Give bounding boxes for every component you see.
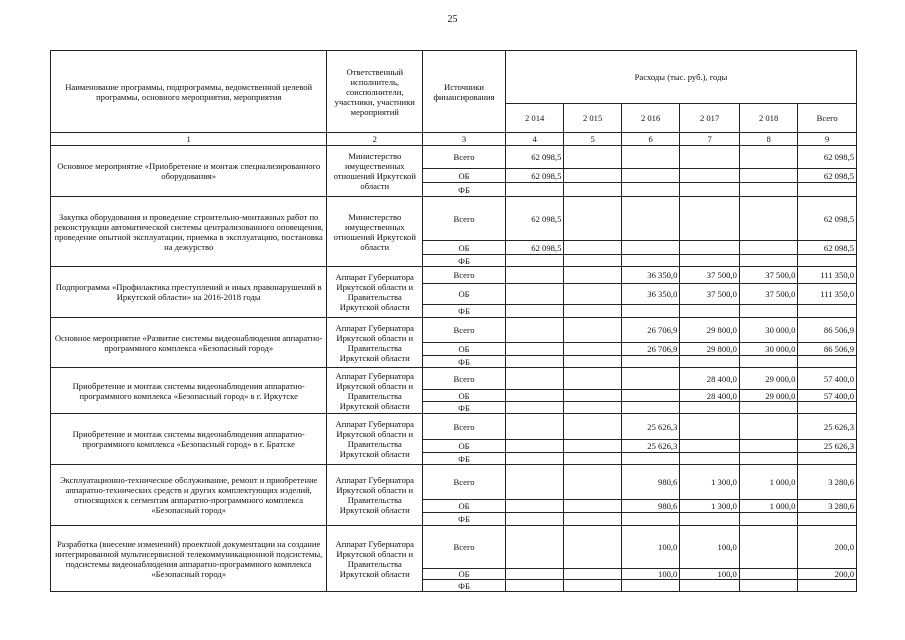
year-value: 28 400,0 — [680, 390, 740, 402]
total-value: 111 350,0 — [798, 267, 857, 284]
funding-source: ФБ — [423, 453, 506, 465]
header-total: Всего — [798, 104, 857, 133]
expenses-table — [50, 50, 857, 592]
year-value: 29 000,0 — [739, 390, 798, 402]
column-index: 5 — [564, 133, 621, 146]
funding-source: ОБ — [423, 569, 506, 580]
responsible-executor: Аппарат Губернатора Иркутской области и Правительства Иркутской области — [327, 465, 423, 526]
year-value — [680, 169, 740, 183]
year-value: 62 098,5 — [505, 241, 564, 255]
year-value — [621, 305, 680, 318]
year-value — [564, 569, 621, 580]
header-executor: Ответственный исполнитель, соисполнители, участники, участники мероприятий — [327, 51, 423, 133]
header-name: Наименование программы, подпрограммы, ведомственной целевой программы, основного мероприятия, мероприятия — [51, 51, 327, 133]
year-value: 1 000,0 — [739, 465, 798, 500]
year-value — [680, 146, 740, 169]
year-value — [739, 169, 798, 183]
year-value — [621, 197, 680, 241]
total-value: 57 400,0 — [798, 390, 857, 402]
year-value — [505, 390, 564, 402]
year-value — [739, 453, 798, 465]
year-value — [564, 197, 621, 241]
funding-source: ФБ — [423, 305, 506, 318]
year-value — [680, 580, 740, 592]
year-value: 37 500,0 — [739, 284, 798, 305]
table-body — [51, 146, 857, 592]
funding-source: ОБ — [423, 500, 506, 513]
total-value — [798, 513, 857, 526]
year-value: 980,6 — [621, 465, 680, 500]
year-value — [621, 390, 680, 402]
year-value — [505, 402, 564, 414]
year-value — [621, 402, 680, 414]
year-value — [739, 414, 798, 440]
column-index-row — [51, 133, 857, 146]
funding-source: ФБ — [423, 255, 506, 267]
year-value — [564, 255, 621, 267]
year-value — [564, 453, 621, 465]
responsible-executor: Аппарат Губернатора Иркутской области и Правительства Иркутской области — [327, 267, 423, 318]
column-index: 6 — [621, 133, 680, 146]
year-value: 36 350,0 — [621, 267, 680, 284]
responsible-executor: Аппарат Губернатора Иркутской области и Правительства Иркутской области — [327, 318, 423, 368]
year-value — [564, 526, 621, 569]
year-value — [505, 513, 564, 526]
header-year: 2 015 — [564, 104, 621, 133]
responsible-executor: Аппарат Губернатора Иркутской области и Правительства Иркутской области — [327, 414, 423, 465]
funding-source: ОБ — [423, 169, 506, 183]
column-index: 9 — [798, 133, 857, 146]
year-value: 26 706,9 — [621, 318, 680, 343]
year-value — [564, 284, 621, 305]
year-value — [505, 183, 564, 197]
table-row — [51, 526, 857, 569]
year-value: 25 626,3 — [621, 414, 680, 440]
year-value — [739, 241, 798, 255]
year-value — [680, 402, 740, 414]
year-value — [680, 255, 740, 267]
year-value — [564, 390, 621, 402]
total-value — [798, 453, 857, 465]
funding-source: Всего — [423, 146, 506, 169]
funding-source: ОБ — [423, 440, 506, 453]
total-value: 62 098,5 — [798, 241, 857, 255]
year-value — [505, 305, 564, 318]
responsible-executor: Аппарат Губернатора Иркутской области и Правительства Иркутской области — [327, 526, 423, 592]
total-value: 3 280,6 — [798, 465, 857, 500]
total-value: 3 280,6 — [798, 500, 857, 513]
year-value: 100,0 — [621, 526, 680, 569]
funding-source: ОБ — [423, 284, 506, 305]
year-value: 29 800,0 — [680, 343, 740, 356]
year-value — [739, 197, 798, 241]
year-value: 100,0 — [621, 569, 680, 580]
year-value — [739, 440, 798, 453]
year-value — [505, 414, 564, 440]
year-value — [564, 305, 621, 318]
year-value: 29 800,0 — [680, 318, 740, 343]
year-value: 980,6 — [621, 500, 680, 513]
year-value — [564, 169, 621, 183]
total-value: 57 400,0 — [798, 368, 857, 390]
year-value — [680, 305, 740, 318]
year-value: 1 000,0 — [739, 500, 798, 513]
year-value: 36 350,0 — [621, 284, 680, 305]
year-value — [564, 368, 621, 390]
header-year: 2 017 — [680, 104, 740, 133]
funding-source: Всего — [423, 414, 506, 440]
column-index: 4 — [505, 133, 564, 146]
year-value — [621, 255, 680, 267]
year-value — [739, 146, 798, 169]
year-value — [621, 580, 680, 592]
total-value — [798, 255, 857, 267]
year-value — [564, 500, 621, 513]
header-year: 2 016 — [621, 104, 680, 133]
table-row — [51, 197, 857, 241]
year-value — [680, 183, 740, 197]
year-value: 100,0 — [680, 569, 740, 580]
year-value — [564, 267, 621, 284]
activity-name: Приобретение и монтаж системы видеонаблюдения аппаратно-программного комплекса «Безопасный город» в г. Братске — [51, 414, 327, 465]
year-value: 62 098,5 — [505, 146, 564, 169]
activity-name: Закупка оборудования и проведение строительно-монтажных работ по реконструкции автоматической системы централизованного оповещения, проведение опытной эксплуатации, приемка в эксплуатацию, постановка на дежурство — [51, 197, 327, 267]
year-value — [739, 356, 798, 368]
year-value — [564, 465, 621, 500]
year-value — [739, 526, 798, 569]
year-value — [621, 356, 680, 368]
year-value — [564, 414, 621, 440]
total-value: 200,0 — [798, 526, 857, 569]
total-value: 25 626,3 — [798, 414, 857, 440]
funding-source: ФБ — [423, 402, 506, 414]
year-value — [739, 305, 798, 318]
year-value — [564, 318, 621, 343]
year-value — [621, 183, 680, 197]
column-index: 8 — [739, 133, 798, 146]
header-year: 2 018 — [739, 104, 798, 133]
year-value — [739, 580, 798, 592]
funding-source: ФБ — [423, 356, 506, 368]
year-value — [680, 440, 740, 453]
year-value — [505, 465, 564, 500]
year-value: 1 300,0 — [680, 500, 740, 513]
table-row — [51, 146, 857, 169]
year-value — [680, 197, 740, 241]
table-row — [51, 318, 857, 343]
total-value: 86 506,9 — [798, 318, 857, 343]
table-row — [51, 414, 857, 440]
funding-source: Всего — [423, 267, 506, 284]
year-value: 25 626,3 — [621, 440, 680, 453]
responsible-executor: Аппарат Губернатора Иркутской области и Правительства Иркутской области — [327, 368, 423, 414]
total-value: 111 350,0 — [798, 284, 857, 305]
funding-source: ФБ — [423, 580, 506, 592]
total-value: 25 626,3 — [798, 440, 857, 453]
funding-source: Всего — [423, 526, 506, 569]
funding-source: ОБ — [423, 241, 506, 255]
year-value: 100,0 — [680, 526, 740, 569]
year-value — [739, 255, 798, 267]
activity-name: Основное мероприятие «Развитие системы видеонаблюдения аппаратно-программного комплекса «Безопасный город» — [51, 318, 327, 368]
funding-source: ОБ — [423, 390, 506, 402]
table-row — [51, 465, 857, 500]
total-value: 62 098,5 — [798, 197, 857, 241]
funding-source: Всего — [423, 197, 506, 241]
funding-source: Всего — [423, 368, 506, 390]
year-value — [505, 580, 564, 592]
year-value — [564, 440, 621, 453]
total-value: 62 098,5 — [798, 169, 857, 183]
year-value: 30 000,0 — [739, 343, 798, 356]
header-expenses: Расходы (тыс. руб.), годы — [505, 51, 856, 104]
year-value — [564, 513, 621, 526]
total-value — [798, 402, 857, 414]
year-value — [505, 569, 564, 580]
funding-source: Всего — [423, 465, 506, 500]
year-value — [680, 241, 740, 255]
activity-name: Разработка (внесение изменений) проектной документации на создание интегрированной мультисервисной телекоммуникационной подсистемы, подсистемы видеонаблюдения аппаратно-программного комплекса «Безопасный город» — [51, 526, 327, 592]
column-index: 2 — [327, 133, 423, 146]
activity-name: Приобретение и монтаж системы видеонаблюдения аппаратно-программного комплекса «Безопасный город» в г. Иркутске — [51, 368, 327, 414]
year-value — [739, 569, 798, 580]
activity-name: Эксплуатационно-техническое обслуживание, ремонт и приобретение аппаратно-технических средств и других комплектующих изделий, относящихся к сегментам аппаратно-программного комплекса «Безопасный город» — [51, 465, 327, 526]
year-value — [505, 526, 564, 569]
page-number: 25 — [447, 14, 458, 25]
year-value: 29 000,0 — [739, 368, 798, 390]
year-value — [505, 500, 564, 513]
year-value — [564, 356, 621, 368]
total-value — [798, 580, 857, 592]
total-value — [798, 356, 857, 368]
year-value — [505, 255, 564, 267]
year-value — [621, 513, 680, 526]
funding-source: ОБ — [423, 343, 506, 356]
year-value: 37 500,0 — [680, 267, 740, 284]
table-row — [51, 267, 857, 284]
header-source: Источники финансирования — [423, 51, 506, 133]
year-value — [621, 146, 680, 169]
year-value — [505, 267, 564, 284]
year-value: 26 706,9 — [621, 343, 680, 356]
year-value: 37 500,0 — [680, 284, 740, 305]
total-value: 86 506,9 — [798, 343, 857, 356]
year-value — [739, 402, 798, 414]
year-value — [505, 356, 564, 368]
year-value: 37 500,0 — [739, 267, 798, 284]
header-year: 2 014 — [505, 104, 564, 133]
total-value: 200,0 — [798, 569, 857, 580]
year-value — [505, 343, 564, 356]
total-value — [798, 183, 857, 197]
year-value — [564, 146, 621, 169]
funding-source: ФБ — [423, 513, 506, 526]
activity-name: Основное мероприятие «Приобретение и монтаж специализированного оборудования» — [51, 146, 327, 197]
responsible-executor: Министерство имущественных отношений Иркутской области — [327, 197, 423, 267]
funding-source: Всего — [423, 318, 506, 343]
year-value — [505, 453, 564, 465]
table-row — [51, 368, 857, 390]
year-value — [680, 453, 740, 465]
year-value — [564, 580, 621, 592]
year-value — [505, 440, 564, 453]
year-value: 28 400,0 — [680, 368, 740, 390]
year-value: 1 300,0 — [680, 465, 740, 500]
year-value: 30 000,0 — [739, 318, 798, 343]
year-value — [505, 318, 564, 343]
year-value — [564, 343, 621, 356]
year-value — [680, 356, 740, 368]
funding-source: ФБ — [423, 183, 506, 197]
responsible-executor: Министерство имущественных отношений Иркутской области — [327, 146, 423, 197]
column-index: 7 — [680, 133, 740, 146]
year-value — [505, 368, 564, 390]
column-index: 1 — [51, 133, 327, 146]
year-value — [564, 402, 621, 414]
year-value — [621, 241, 680, 255]
total-value — [798, 305, 857, 318]
activity-name: Подпрограмма «Профилактика преступлений и иных правонарушений в Иркутской области» на 2016-2018 годы — [51, 267, 327, 318]
year-value — [505, 284, 564, 305]
year-value — [680, 513, 740, 526]
column-index: 3 — [423, 133, 506, 146]
year-value — [739, 513, 798, 526]
year-value — [564, 241, 621, 255]
year-value — [621, 169, 680, 183]
year-value — [680, 414, 740, 440]
year-value: 62 098,5 — [505, 197, 564, 241]
year-value — [621, 368, 680, 390]
year-value — [621, 453, 680, 465]
year-value: 62 098,5 — [505, 169, 564, 183]
year-value — [564, 183, 621, 197]
total-value: 62 098,5 — [798, 146, 857, 169]
year-value — [739, 183, 798, 197]
